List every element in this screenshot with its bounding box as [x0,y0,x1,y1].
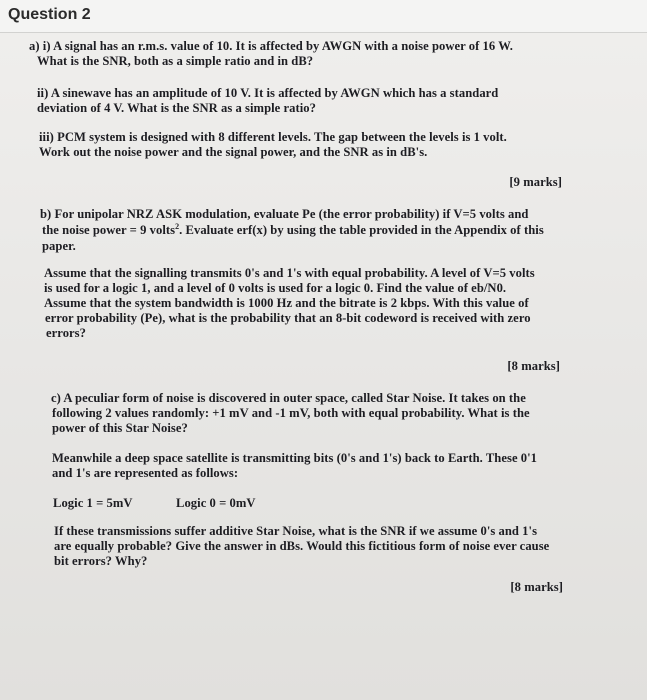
part-a-ii-line2: deviation of 4 V. What is the SNR as a simple ratio? [37,101,316,115]
part-c-line1: c) A peculiar form of noise is discovered in outer space, called Star Noise. It takes on the [51,391,526,405]
part-b-para-line4: error probability (Pe), what is the probability that an 8-bit codeword is received with zero [45,311,531,325]
part-b-para-line5: errors? [46,326,86,340]
part-c-para-line2: and 1's are represented as follows: [52,466,239,480]
part-b-line1: b) For unipolar NRZ ASK modulation, evaluate Pe (the error probability) if V=5 volts and [40,207,529,221]
part-a-iii-line1: iii) PCM system is designed with 8 different levels. The gap between the levels is 1 volt. [39,130,507,144]
part-c-final-line1: If these transmissions suffer additive Star Noise, what is the SNR if we assume 0's and 1's [54,524,538,538]
part-b-line3: paper. [42,239,76,253]
part-b-line2-pre: the noise power = 9 volts [42,223,176,237]
part-c-marks: [8 marks] [510,580,563,594]
part-a-marks: [9 marks] [509,175,562,189]
part-b-para-line1: Assume that the signalling transmits 0's and 1's with equal probability. A level of V=5 volts [44,266,535,280]
part-b-marks: [8 marks] [507,359,560,373]
part-a-ii-line1: ii) A sinewave has an amplitude of 10 V. It is affected by AWGN which has a standard [37,86,499,100]
part-b-para-line3: Assume that the system bandwidth is 1000 Hz and the bitrate is 2 kbps. With this value of [44,296,529,310]
part-c-para-line1: Meanwhile a deep space satellite is transmitting bits (0's and 1's) back to Earth. These 0'1 [52,451,538,465]
part-c-line2: following 2 values randomly: +1 mV and -1 mV, both with equal probability. What is the [52,406,530,420]
part-b-line2-sup: 2 [175,221,180,231]
exam-paper [0,33,647,700]
logic-0-definition: Logic 0 = 0mV [176,496,256,510]
part-c-line3: power of this Star Noise? [52,421,188,435]
part-a-i-line2: What is the SNR, both as a simple ratio and in dB? [37,54,314,68]
part-a-i-line1: a) i) A signal has an r.m.s. value of 10. It is affected by AWGN with a noise power of 16 W. [29,39,513,53]
part-a-iii-line2: Work out the noise power and the signal power, and the SNR as in dB's. [39,145,428,159]
question-header [0,0,647,33]
logic-1-definition: Logic 1 = 5mV [53,496,133,510]
part-b-line2-post: . Evaluate erf(x) by using the table provided in the Appendix of this [179,223,544,237]
part-c-final-line2: are equally probable? Give the answer in dBs. Would this fictitious form of noise ever cause [54,539,550,553]
part-b-para-line2: is used for a logic 1, and a level of 0 volts is used for a logic 0. Find the value of eb/N0. [44,281,507,295]
question-title: Question 2 [8,6,91,23]
part-b-line2 [42,223,544,238]
part-c-final-line3: bit errors? Why? [54,554,148,568]
